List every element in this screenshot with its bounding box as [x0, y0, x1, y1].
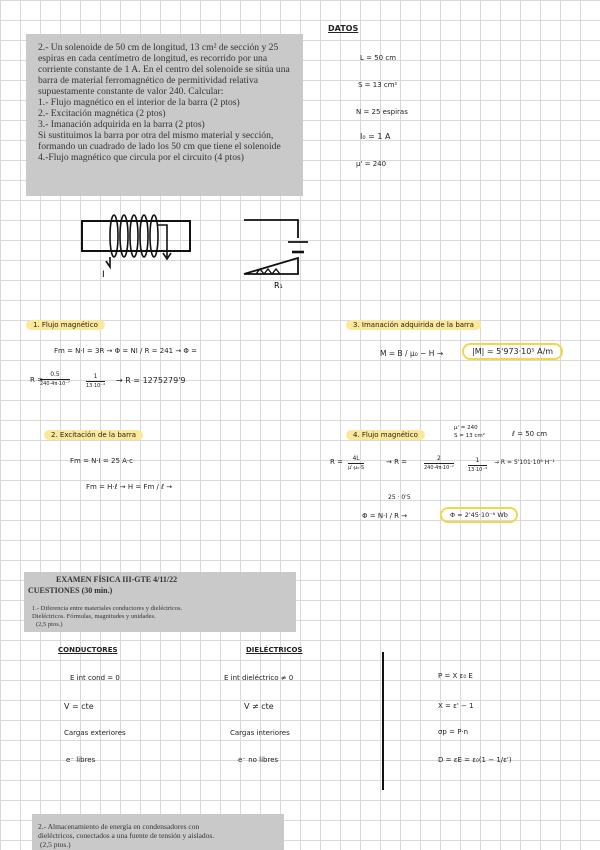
question1-line2: Dieléctricos. Fórmulas, magnitudes y unidades.: [32, 613, 156, 620]
conductores-row: V = cte: [64, 702, 94, 711]
section4-fraction3: [468, 456, 487, 475]
datos-title: DATOS: [328, 24, 359, 33]
dato-section: S = 13 cm²: [358, 81, 398, 89]
problem-line: formando un cuadrado de lado los 50 cm que tiene el solenoide: [38, 141, 281, 152]
section1-result: → R = 1275279'9: [116, 376, 186, 385]
conductores-title: CONDUCTORES: [58, 646, 118, 654]
section2-eq2: Fm = H·ℓ → H = Fm / ℓ →: [86, 483, 173, 491]
fraction-numerator: 1: [475, 457, 480, 464]
fraction-denominator: 240·4π·10⁻⁷: [40, 381, 70, 387]
section4-fraction2: [424, 454, 454, 473]
dato-permeability: μ' = 240: [356, 160, 387, 168]
problem-line: 2.- Excitación magnética (2 ptos): [38, 108, 166, 119]
section4-givens: [454, 424, 485, 440]
problem-line: 4.-Flujo magnético que circula por el circuito (4 ptos): [38, 152, 244, 163]
given-section: S = 13 cm²: [454, 433, 485, 439]
cuestiones-subheader: CUESTIONES (30 min.): [28, 586, 113, 595]
exam-header: EXAMEN FÍSICA III-GTE 4/11/22: [56, 575, 178, 584]
fraction-numerator: 2: [437, 455, 441, 462]
section4-title: 4. Flujo magnético: [346, 430, 425, 440]
section2-eq1: Fm = N·I = 25 A·c: [70, 457, 133, 465]
dielectricos-row: e⁻ no libres: [238, 756, 279, 764]
dato-length: L = 50 cm: [360, 54, 397, 62]
formula-displacement: D = εE = ε₀(1 − 1/ε'): [438, 756, 512, 764]
section1-fraction: [40, 370, 70, 389]
reluctance-label: R₁: [274, 281, 283, 290]
section4-phi-top: 25 · 0'5: [388, 494, 411, 501]
problem-line: supuestamente constante de valor 240. Calcular:: [38, 86, 224, 97]
conductores-row: e⁻ libres: [66, 756, 96, 764]
conductores-row: Cargas exteriores: [64, 729, 126, 737]
section4-eq-mid: → R =: [386, 458, 408, 466]
problem-statement: [26, 34, 303, 196]
dielectricos-row: Cargas interiores: [230, 729, 290, 737]
problem-line: barra de material ferromagnético de permitividad relativa: [38, 75, 259, 86]
section1-eq1: Fm = N·I = 3R → Φ = NI / R = 241 → Φ =: [54, 347, 198, 355]
question1-line1: 1.- Diferencia entre materiales conductores y dieléctricos.: [32, 605, 183, 612]
conductores-row: E int cond = 0: [70, 674, 120, 682]
fraction-denominator: 13·10⁻⁴: [468, 467, 487, 473]
fraction-denominator: μ'·μ₀·S: [348, 465, 365, 471]
section4-eq-lhs: R =: [330, 458, 343, 466]
fraction-denominator: 13·10⁻⁴: [86, 383, 105, 389]
column-divider: [382, 652, 384, 790]
dato-current: I₀ = 1 A: [360, 132, 391, 141]
question2-block: [32, 814, 284, 850]
section4-phi-result: Φ = 2'45·10⁻⁶ Wb: [440, 507, 518, 523]
given-permeability: μ' = 240: [454, 425, 478, 431]
dielectricos-title: DIELÉCTRICOS: [246, 646, 303, 654]
formula-surface-charge: σp = P·n: [438, 728, 469, 736]
dielectricos-row: V ≠ cte: [244, 702, 274, 711]
fraction-numerator: 4L: [352, 455, 360, 462]
dato-turns: N = 25 espiras: [356, 108, 408, 116]
fraction-denominator: 240·4π·10⁻⁷: [424, 465, 454, 471]
section2-title: 2. Excitación de la barra: [44, 430, 143, 440]
current-label: I: [102, 270, 105, 280]
problem-line: 1.- Flujo magnético en el interior de la barra (2 ptos): [38, 97, 240, 108]
question2-points: (2,5 ptos.): [40, 840, 71, 849]
section1-title: 1. Flujo magnético: [26, 320, 105, 330]
problem-line: corriente constante de 1 A. En el centro del solenoide se sitúa una: [38, 64, 290, 75]
question1-points: (2,5 ptos.): [36, 621, 63, 628]
section1-fraction2: [86, 372, 105, 391]
fraction-numerator: 1: [93, 373, 98, 380]
section4-result: → R = 5'101·10⁶ H⁻¹: [494, 459, 555, 466]
problem-line: 2.- Un solenoide de 50 cm de longitud, 13 cm² de sección y 25: [38, 42, 279, 53]
magnetic-circuit-diagram: [236, 212, 326, 294]
section4-phi-eq: Φ = N·I / R →: [362, 512, 408, 520]
formula-susceptibility: X = ε' − 1: [438, 702, 474, 710]
section1-eq2-lhs: R =: [30, 376, 43, 384]
section3-eq: M = B / μ₀ − H →: [380, 349, 444, 358]
section3-title: 3. Imanación adquirida de la barra: [346, 320, 481, 330]
problem-line: 3.- Imanación adquirida en la barra (2 ptos): [38, 119, 205, 130]
problem-line: Si sustituimos la barra por otra del mismo material y sección,: [38, 130, 274, 141]
given-length: ℓ = 50 cm: [512, 430, 548, 438]
problem-line: espiras en cada centímetro de longitud, es recorrido por una: [38, 53, 268, 64]
question2-line1: 2.- Almacenamiento de energía en condensadores con: [38, 822, 200, 831]
solenoid-diagram: [70, 205, 210, 285]
section4-fraction: [348, 454, 364, 473]
section3-result: |M| = 5'973·10⁵ A/m: [462, 343, 563, 360]
cuestiones-block: [24, 572, 296, 632]
formula-polarization: P = X ε₀ E: [438, 672, 473, 680]
fraction-numerator: 0.5: [50, 371, 60, 378]
question2-line2: dieléctricos, conectados a una fuente de tensión y aislados.: [38, 831, 215, 840]
dielectricos-row: E int dieléctrico ≠ 0: [224, 674, 294, 682]
